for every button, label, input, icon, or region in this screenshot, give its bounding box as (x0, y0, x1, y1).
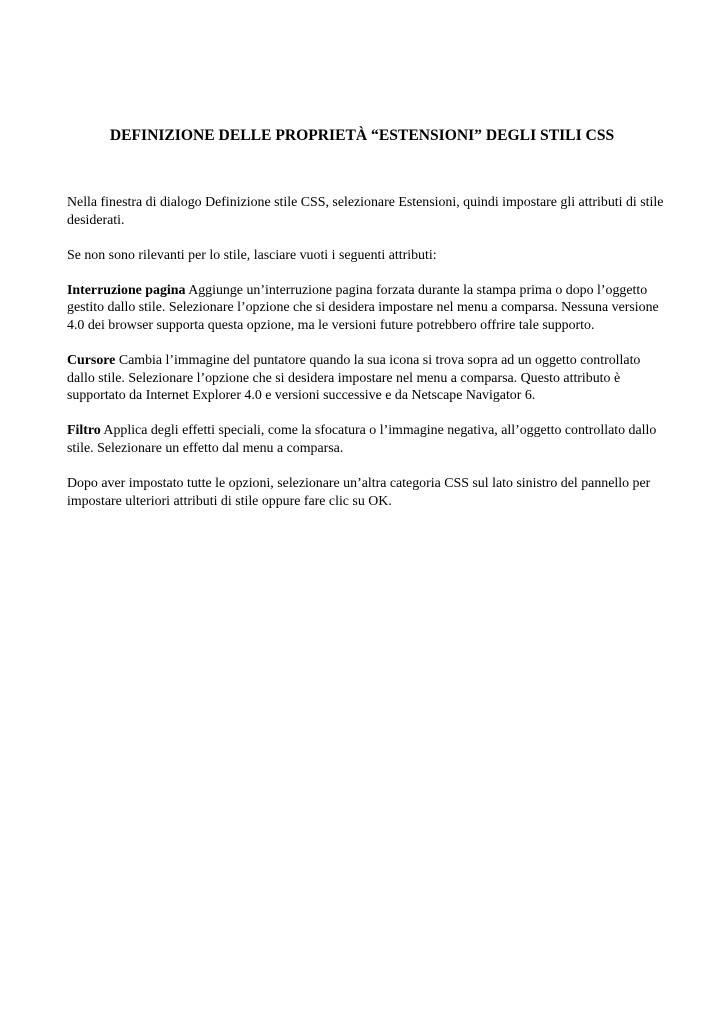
attribute-paragraph-page-break (67, 282, 667, 335)
attribute-paragraph-filter (67, 422, 667, 457)
intro-paragraph: Nella finestra di dialogo Definizione stile CSS, selezionare Estensioni, quindi impostare gli attributi di stile desiderati. (67, 195, 664, 228)
page-title: DEFINIZIONE DELLE PROPRIETÀ “ESTENSIONI” DEGLI STILI CSS (109, 127, 615, 144)
document-body (67, 194, 667, 528)
attribute-paragraph-cursor (67, 352, 667, 405)
attribute-term: Filtro (67, 423, 101, 439)
attribute-term: Interruzione pagina (67, 282, 186, 298)
closing-paragraph: Dopo aver impostato tutte le opzioni, selezionare un’altra categoria CSS sul lato sinistro del pannello per impostare ulteriori attributi di stile oppure fare clic su OK. (67, 476, 651, 509)
attribute-term: Cursore (67, 353, 116, 369)
attribute-description: Aggiunge un’interruzione pagina forzata durante la stampa prima o dopo l’oggetto gestito dallo stile. Selezionare l’opzione che si desidera impostare nel menu a comparsa. Nessuna versione 4.0 dei browser supporta questa opzione, ma le versioni future potrebbero offrire tale supporto. (67, 282, 659, 333)
attribute-description: Cambia l’immagine del puntatore quando la sua icona si trova sopra ad un oggetto controllato dallo stile. Selezionare l’opzione che si desidera impostare nel menu a comparsa. Questo attributo è supportato da Internet Explorer 4.0 e versioni successive e da Netscape Navigator 6. (67, 353, 641, 404)
attribute-description: Applica degli effetti speciali, come la sfocatura o l’immagine negativa, all’oggetto controllato dallo stile. Selezionare un effetto dal menu a comparsa. (67, 423, 657, 456)
note-paragraph: Se non sono rilevanti per lo stile, lasciare vuoti i seguenti attributi: (67, 247, 437, 263)
